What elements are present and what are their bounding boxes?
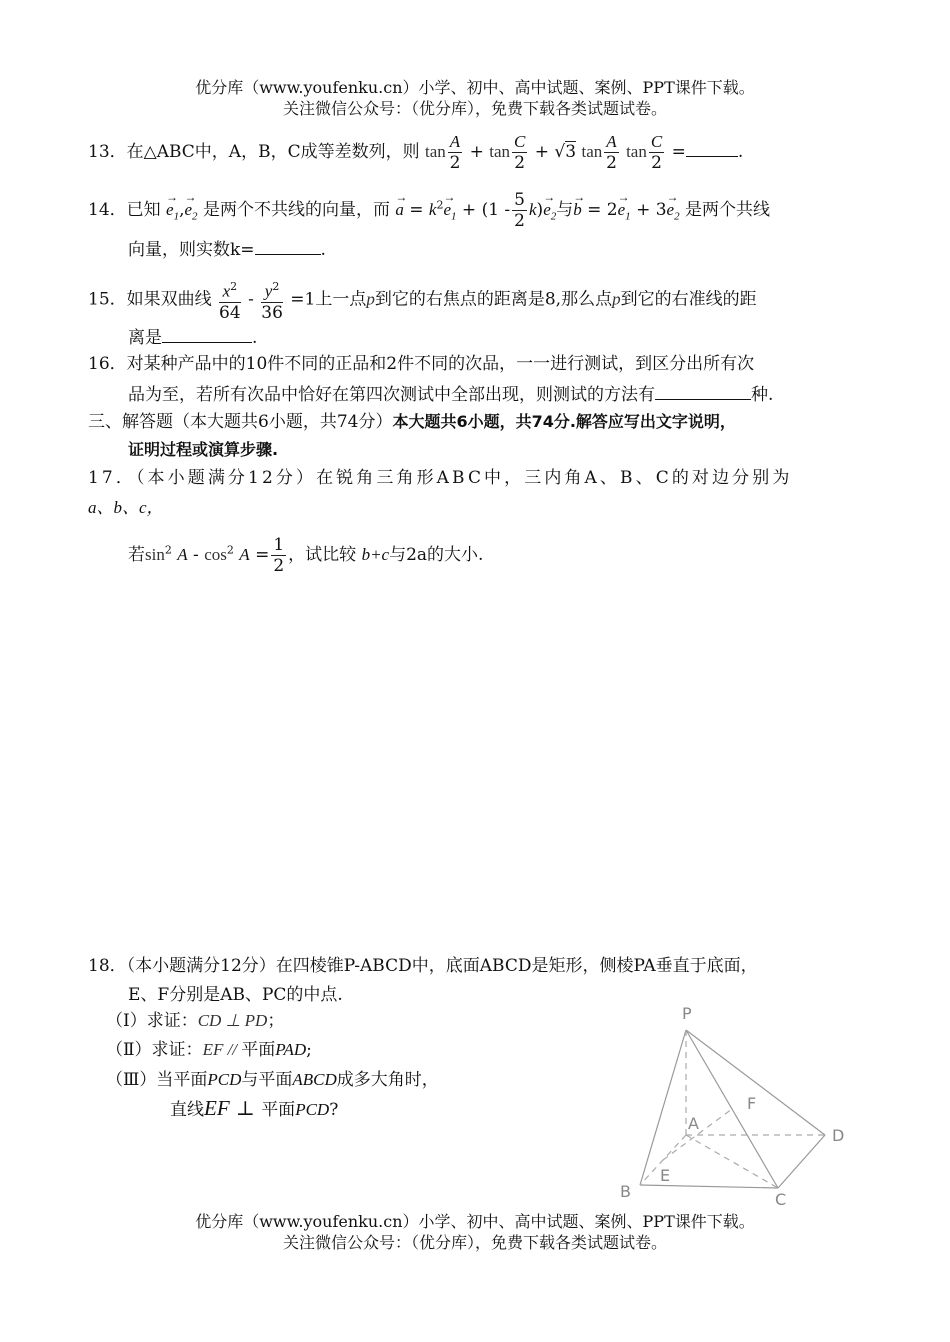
q13-tan-3: tan <box>581 142 603 161</box>
question-13: 13．在△ABC中，A，B，C成等差数列，则 tan $\frac{A}{2}$ + tan $\frac{C}{2}$ + √3 tan $\frac{A}{2}$ tan $\frac{C}{2}$ = . <box>88 132 744 173</box>
q18-number: 18． <box>88 956 127 976</box>
section-3-heading-line-2: 证明过程或演算步骤. <box>128 440 279 459</box>
q18-part-3-line-2: 直线EF ⊥ 平面PCD? <box>170 1096 339 1120</box>
q15-frac-y: $\frac{y^2}{36}$ <box>261 277 283 323</box>
q13-tan-4: tan <box>626 142 647 161</box>
footer-line-1: 优分库（www.youfenku.cn）小学、初中、高中试题、案例、PPT课件下载。 <box>195 1212 755 1231</box>
label-B: B <box>620 1182 631 1201</box>
q14-answer-blank[interactable] <box>255 236 321 255</box>
q17-number: 17． <box>88 468 136 488</box>
q18-part-1: （Ⅰ）求证：CD ⊥ PD； <box>106 1011 285 1031</box>
question-18-line-2: E、F分别是AB、PC的中点. <box>128 985 343 1005</box>
question-15-line-2: 离是 . <box>128 324 257 350</box>
question-17: 17．（本小题满分12分）在锐角三角形ABC中，三内角A、B、C的对边分别为 <box>88 468 793 488</box>
question-17-condition: 若$\sin^2 A - \cos^2 A$ = $\frac{1}{2}$ ，试比较 b+c与2a的大小. <box>128 535 484 576</box>
label-P: P <box>682 1004 692 1023</box>
section-3-heading: 三、解答题（本大题共6小题，共74分）本大题共6小题，共74分.解答应写出文字说明， <box>88 412 736 432</box>
q17-frac: $\frac{1}{2}$ <box>273 535 285 576</box>
question-16-line-2: 品为至，若所有次品中恰好在第四次测试中全部出现，则测试的方法有 种. <box>128 381 773 407</box>
q15-frac-x: $\frac{x^2}{64}$ <box>219 277 241 323</box>
q15-number: 15． <box>88 289 127 310</box>
edge-AC <box>686 1135 778 1188</box>
q13-frac-a: $\frac{A}{2}$ <box>449 132 461 173</box>
q18-part-2: （Ⅱ）求证：EF // 平面PAD; <box>106 1040 312 1060</box>
question-14: 14．已知 → $e_1,\to e_2$ 是两个不共线的向量，而 → $a = k^2\to e_1 + (1$ - $\frac{5}{2}$ $k)\to e_2$与→ $b = 2\to e_1 + 3\to e_2$ 是两个共线 <box>88 190 770 231</box>
q16-number: 16． <box>88 354 127 374</box>
label-C: C <box>775 1190 787 1209</box>
q13-frac-c: $\frac{C}{2}$ <box>514 132 526 173</box>
edge-PD <box>686 1030 825 1135</box>
question-17-vars: a、b、c， <box>88 498 164 517</box>
q14-vec-a: → a <box>395 198 404 222</box>
label-E: E <box>660 1166 671 1185</box>
question-15: 15．如果双曲线 $\frac{x^2}{64}$ - $\frac{y^2}{36}$ =1上一点p到它的右焦点的距离是8,那么点p到它的右准线的距 <box>88 277 757 323</box>
q14-frac: $\frac{5}{2}$ <box>514 190 525 231</box>
q14-vec-e2: → $e_2$ <box>185 198 198 228</box>
footer-line-2: 关注微信公众号：（优分库），免费下载各类试题试卷。 <box>282 1233 667 1252</box>
q16-answer-blank[interactable] <box>655 381 751 400</box>
q14-vec-b: → b <box>573 198 582 222</box>
edge-PB <box>640 1030 686 1185</box>
q13-answer-blank[interactable] <box>686 138 738 157</box>
q18-part-3: （Ⅲ）当平面PCD与平面ABCD成多大角时， <box>106 1070 439 1090</box>
q14-number: 14． <box>88 200 127 220</box>
question-18: 18．（本小题满分12分）在四棱锥P-ABCD中，底面ABCD是矩形，侧棱PA垂直于底面， <box>88 956 758 976</box>
q13-tan-2: tan <box>489 142 511 161</box>
q14-vec-e1: → $e_1$ <box>166 198 179 228</box>
question-14-line-2: 向量，则实数k= . <box>128 236 326 262</box>
pyramid-figure <box>600 995 870 1215</box>
q13-number: 13． <box>88 142 127 162</box>
q13-text: 在△ABC中，A，B，C成等差数列，则 <box>126 142 420 162</box>
header-line-2: 关注微信公众号：（优分库），免费下载各类试题试卷。 <box>282 99 667 118</box>
q13-tan-1: tan <box>425 142 446 161</box>
header-line-1: 优分库（www.youfenku.cn）小学、初中、高中试题、案例、PPT课件下载。 <box>195 78 755 97</box>
label-D: D <box>832 1126 845 1145</box>
edge-CD <box>778 1135 825 1188</box>
label-A: A <box>688 1114 699 1133</box>
label-F: F <box>747 1094 757 1113</box>
edge-BC <box>640 1185 778 1188</box>
q13-sqrt: √3 <box>554 142 577 162</box>
question-16: 16．对某种产品中的10件不同的正品和2件不同的次品，一一进行测试，到区分出所有次 <box>88 354 755 374</box>
q15-answer-blank[interactable] <box>162 324 252 343</box>
